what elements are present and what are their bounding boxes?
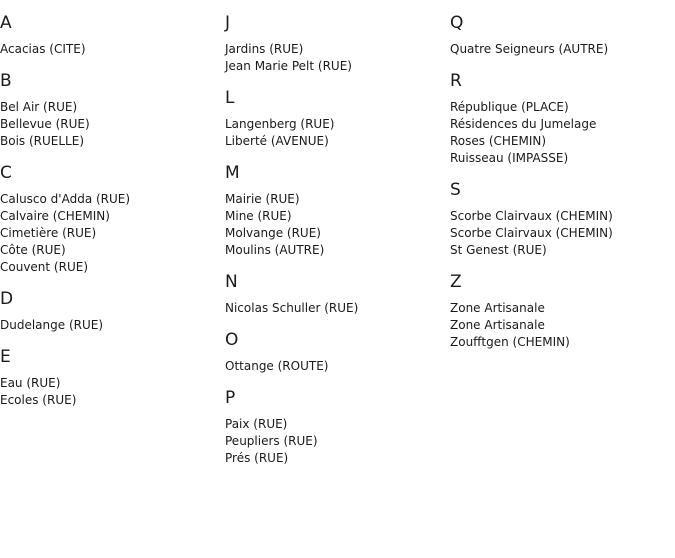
letter-heading: P [225, 388, 236, 408]
letter-heading: S [450, 180, 461, 200]
letter-group [0, 346, 220, 409]
letter-heading: N [225, 272, 238, 292]
letter-group [225, 12, 445, 75]
letter-heading: M [225, 163, 240, 183]
street-link[interactable]: République (PLACE) [450, 100, 569, 114]
letter-heading: Z [450, 272, 462, 292]
street-link[interactable]: Bellevue (RUE) [0, 117, 90, 131]
street-link[interactable]: Roses (CHEMIN) [450, 134, 547, 148]
street-link[interactable]: Jardins (RUE) [225, 42, 304, 56]
letter-heading: E [0, 347, 11, 367]
street-link[interactable]: Résidences du Jumelage [450, 117, 597, 131]
letter-heading: J [225, 13, 231, 33]
letter-heading: R [450, 71, 462, 91]
street-link[interactable]: Acacias (CITE) [0, 42, 86, 56]
letter-group [450, 179, 670, 259]
street-link[interactable]: St Genest (RUE) [450, 243, 547, 257]
street-link[interactable]: Cimetière (RUE) [0, 226, 97, 240]
letter-heading: Q [450, 13, 464, 33]
letter-group [225, 387, 445, 467]
column-3 [450, 12, 670, 363]
street-link[interactable]: Ecoles (RUE) [0, 393, 77, 407]
street-link[interactable]: Zoufftgen (CHEMIN) [450, 335, 570, 349]
street-link[interactable]: Mairie (RUE) [225, 192, 300, 206]
street-link[interactable]: Scorbe Clairvaux (CHEMIN) [450, 226, 613, 240]
letter-group [225, 271, 445, 317]
street-link[interactable]: Quatre Seigneurs (AUTRE) [450, 42, 609, 56]
street-link[interactable]: Bel Air (RUE) [0, 100, 78, 114]
street-link[interactable]: Zone Artisanale [450, 301, 545, 315]
letter-heading: L [225, 88, 235, 108]
street-link[interactable]: Ottange (ROUTE) [225, 359, 329, 373]
letter-group [0, 162, 220, 276]
street-link[interactable]: Nicolas Schuller (RUE) [225, 301, 359, 315]
street-link[interactable]: Jean Marie Pelt (RUE) [225, 59, 352, 73]
street-link[interactable]: Ruisseau (IMPASSE) [450, 151, 569, 165]
street-link[interactable]: Prés (RUE) [225, 451, 289, 465]
column-2 [225, 12, 445, 479]
letter-group [0, 70, 220, 150]
street-link[interactable]: Dudelange (RUE) [0, 318, 104, 332]
street-link[interactable]: Zone Artisanale [450, 318, 545, 332]
letter-heading: B [0, 71, 12, 91]
letter-group [225, 329, 445, 375]
letter-group [0, 288, 220, 334]
street-link[interactable]: Côte (RUE) [0, 243, 66, 257]
letter-heading: O [225, 330, 239, 350]
street-link[interactable]: Calvaire (CHEMIN) [0, 209, 110, 223]
letter-heading: D [0, 289, 14, 309]
street-link[interactable]: Calusco d'Adda (RUE) [0, 192, 131, 206]
street-link[interactable]: Mine (RUE) [225, 209, 292, 223]
street-link[interactable]: Liberté (AVENUE) [225, 134, 329, 148]
letter-group [450, 70, 670, 167]
street-link[interactable]: Eau (RUE) [0, 376, 61, 390]
column-1 [0, 12, 220, 421]
letter-group [0, 12, 220, 58]
street-link[interactable]: Moulins (AUTRE) [225, 243, 325, 257]
letter-heading: A [0, 13, 12, 33]
letter-group [225, 162, 445, 259]
street-link[interactable]: Scorbe Clairvaux (CHEMIN) [450, 209, 613, 223]
street-link[interactable]: Bois (RUELLE) [0, 134, 84, 148]
letter-group [450, 271, 670, 351]
street-link[interactable]: Langenberg (RUE) [225, 117, 335, 131]
street-link[interactable]: Couvent (RUE) [0, 260, 89, 274]
street-link[interactable]: Molvange (RUE) [225, 226, 321, 240]
letter-group [450, 12, 670, 58]
street-link[interactable]: Peupliers (RUE) [225, 434, 318, 448]
street-link[interactable]: Paix (RUE) [225, 417, 288, 431]
letter-heading: C [0, 163, 12, 183]
letter-group [225, 87, 445, 150]
